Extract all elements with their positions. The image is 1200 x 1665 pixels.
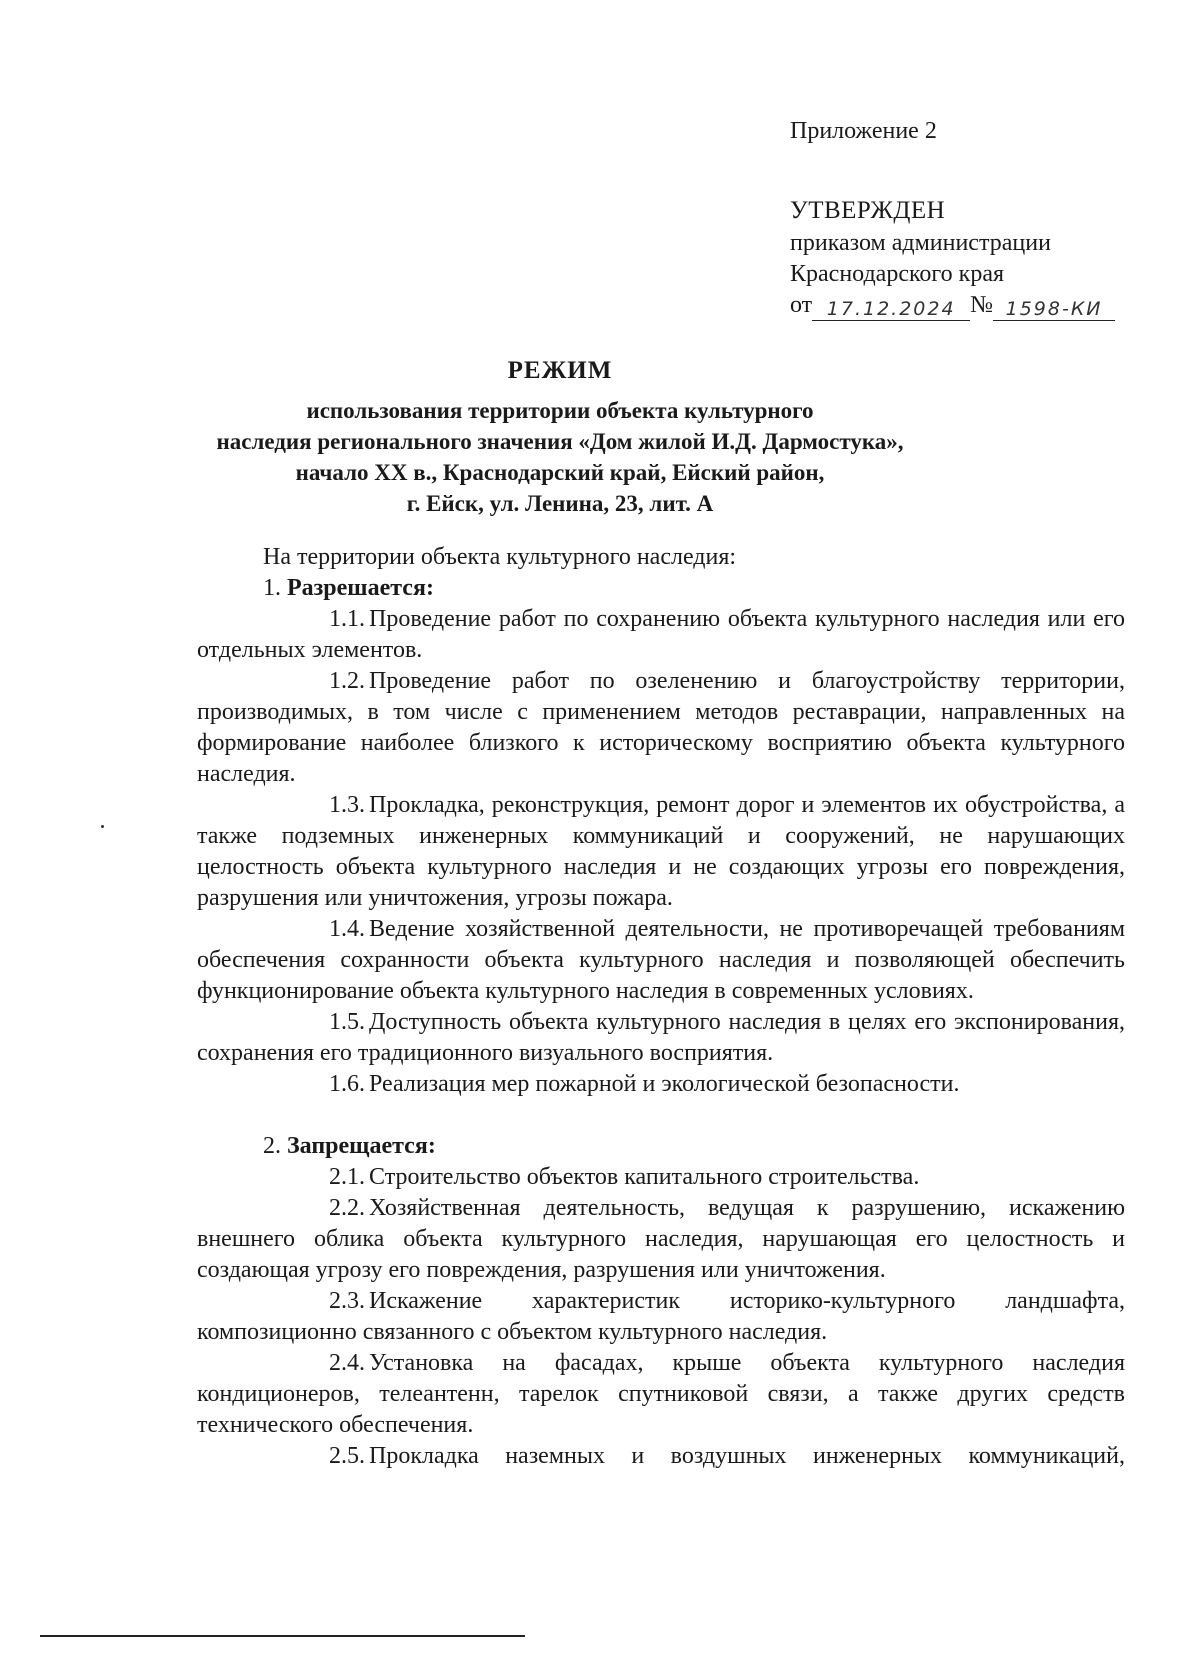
item-number: 2.4.: [329, 1350, 365, 1376]
item-text: Прокладка, реконструкция, ремонт дорог и элементов их обустройства, а также подземных инженерных коммуникаций и сооружений, не нарушающих целостность объекта культурного наследия и не создающих угрозы его повреждения, разрушения или уничтожения, угрозы пожара.: [197, 792, 1125, 911]
title-line-3: начало XX в., Краснодарский край, Ейский район,: [295, 460, 825, 485]
title-line-4: г. Ейск, ул. Ленина, 23, лит. А: [406, 491, 714, 516]
item-1-5: [197, 1007, 1125, 1069]
section-2-number: 2.: [263, 1133, 281, 1159]
approval-block: [790, 195, 1115, 321]
item-number: 2.2.: [329, 1195, 365, 1221]
section-2-heading: [197, 1131, 1125, 1162]
item-text: Прокладка наземных и воздушных инженерных коммуникаций,: [369, 1443, 1125, 1469]
document-body: [197, 542, 1125, 1472]
item-text: Строительство объектов капитального строительства.: [369, 1164, 920, 1190]
item-number: 1.2.: [329, 668, 365, 694]
item-number: 1.1.: [329, 606, 365, 632]
order-line-2: Краснодарского края: [790, 261, 1005, 287]
item-number: 1.3.: [329, 792, 365, 818]
document-title: [200, 357, 920, 519]
item-text: Искажение характеристик историко-культурного ландшафта, композиционно связанного с объектом культурного наследия.: [197, 1288, 1125, 1345]
item-text: Хозяйственная деятельность, ведущая к разрушению, искажению внешнего облика объекта культурного наследия, нарушающая его целостность и создающая угрозу его повреждения, разрушения или уничтожения.: [197, 1195, 1125, 1283]
section-2-title: Запрещается:: [287, 1133, 436, 1159]
item-number: 1.4.: [329, 916, 365, 942]
item-text: Доступность объекта культурного наследия в целях его экспонирования, сохранения его традиционного визуального восприятия.: [197, 1009, 1125, 1066]
item-text: Ведение хозяйственной деятельности, не противоречащей требованиям обеспечения сохранности объекта культурного наследия и позволяющей обеспечить функционирование объекта культурного наследия в современных условиях.: [197, 916, 1125, 1004]
title-main: РЕЖИМ: [507, 357, 613, 384]
item-1-6: [197, 1069, 1125, 1100]
section-1-heading: [197, 573, 1125, 604]
item-number: 2.1.: [329, 1164, 365, 1190]
item-1-4: [197, 914, 1125, 1007]
scan-speck: [101, 825, 104, 828]
from-prefix: от: [790, 292, 813, 318]
number-sign: №: [970, 292, 994, 318]
intro-paragraph: На территории объекта культурного наследия:: [263, 544, 737, 570]
date-number-line: [790, 290, 1115, 321]
section-gap: [197, 1100, 1125, 1131]
item-number: 2.3.: [329, 1288, 365, 1314]
title-line-2: наследия регионального значения «Дом жилой И.Д. Дармостука»,: [216, 429, 904, 454]
title-line-1: использования территории объекта культурного: [306, 398, 814, 423]
item-text: Реализация мер пожарной и экологической безопасности.: [369, 1071, 960, 1097]
item-2-2: [197, 1193, 1125, 1286]
item-number: 1.5.: [329, 1009, 365, 1035]
item-2-1: [197, 1162, 1125, 1193]
item-text: Проведение работ по озеленению и благоустройству территории, производимых, в том числе с применением методов реставрации, направленных на формирование наиболее близкого к историческому восприятию объекта культурного наследия.: [197, 668, 1125, 787]
item-2-3: [197, 1286, 1125, 1348]
footnote-rule: [40, 1635, 525, 1637]
approved-heading: УТВЕРЖДЕН: [790, 197, 946, 224]
section-1-title: Разрешается:: [287, 575, 434, 601]
item-1-1: [197, 604, 1125, 666]
item-number: 2.5.: [329, 1443, 365, 1469]
item-text: Проведение работ по сохранению объекта культурного наследия или его отдельных элементов.: [197, 606, 1125, 663]
appendix-label: Приложение 2: [790, 118, 937, 144]
item-1-3: [197, 790, 1125, 914]
item-2-4: [197, 1348, 1125, 1441]
section-1-number: 1.: [263, 575, 281, 601]
handwritten-number: 1598-КИ: [993, 298, 1115, 321]
item-1-2: [197, 666, 1125, 790]
order-line-1: приказом администрации: [790, 230, 1051, 256]
item-2-5: [197, 1441, 1125, 1472]
item-text: Установка на фасадах, крыше объекта культурного наследия кондиционеров, телеантенн, тарелок спутниковой связи, а также других средств технического обеспечения.: [197, 1350, 1125, 1438]
item-number: 1.6.: [329, 1071, 365, 1097]
handwritten-date: 17.12.2024: [812, 298, 970, 321]
